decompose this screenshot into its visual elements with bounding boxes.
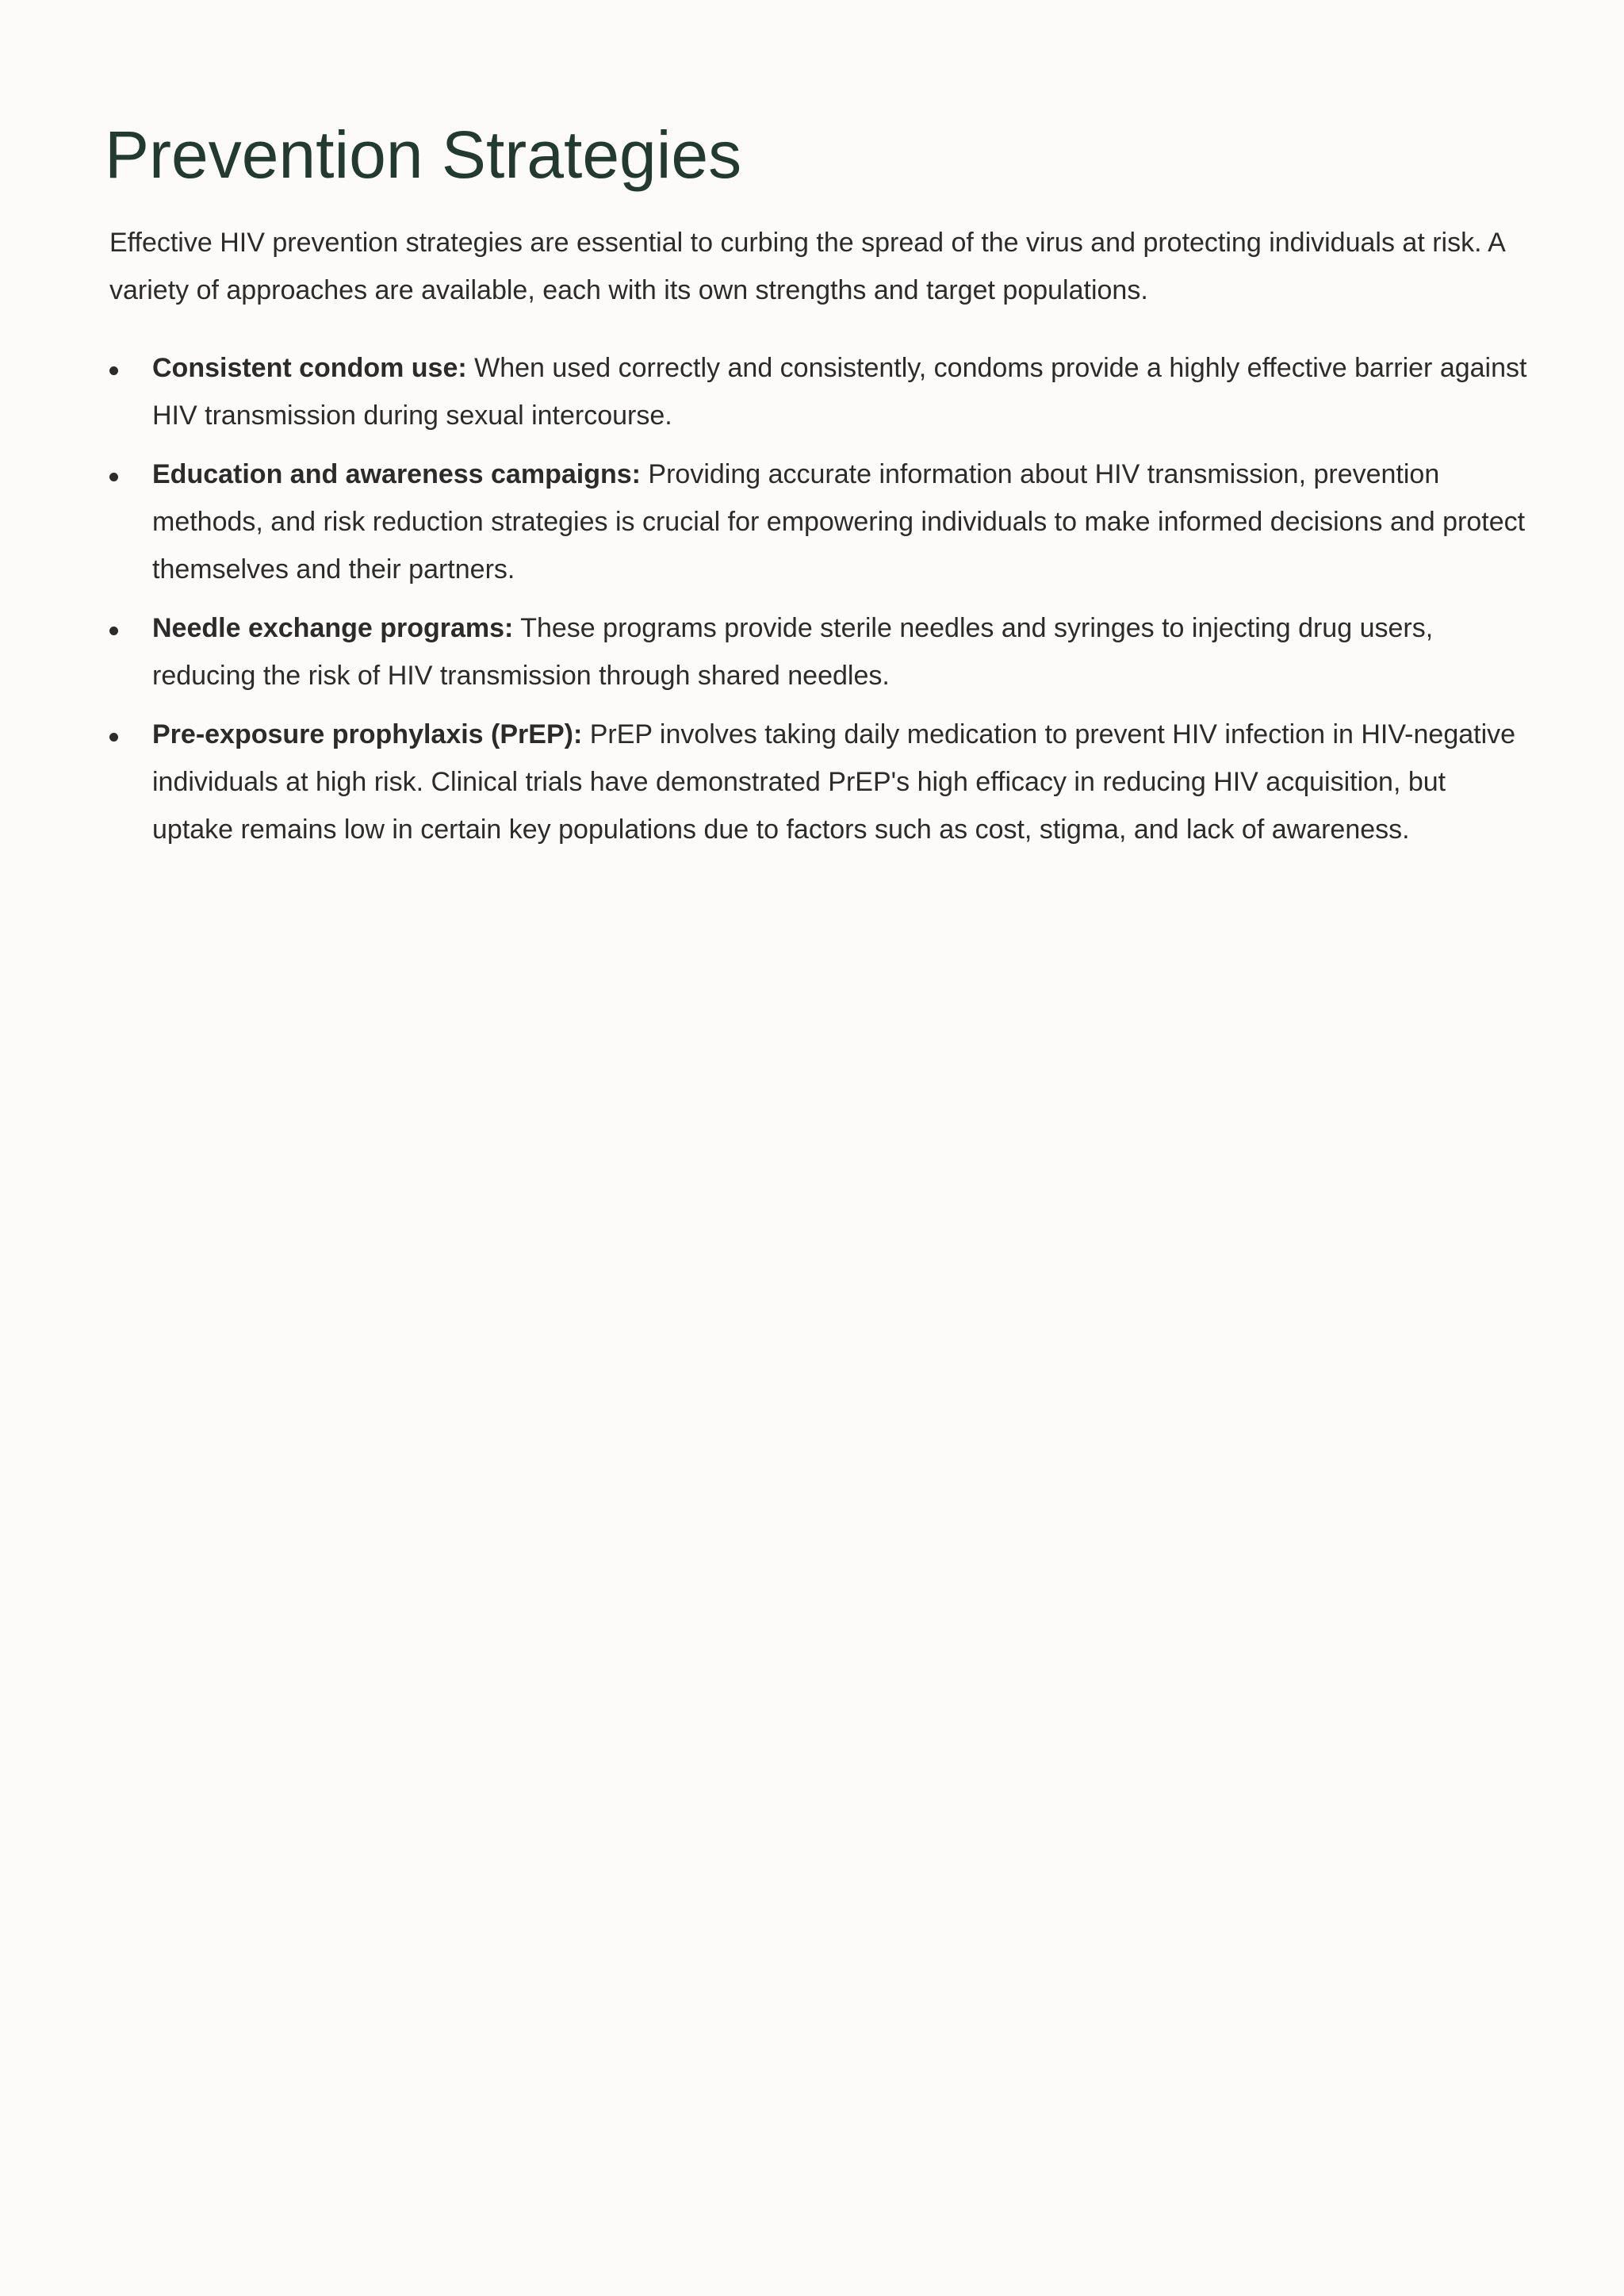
list-item — [109, 344, 1529, 439]
bullet-icon — [109, 627, 118, 635]
intro-paragraph: Effective HIV prevention strategies are essential to curbing the spread of the virus and protecting individuals at risk. A variety of approaches are available, each with its own strengths and target populations. — [109, 228, 1504, 305]
strategy-term: Pre-exposure prophylaxis (PrEP): — [152, 719, 583, 749]
bullet-icon — [109, 366, 118, 375]
strategy-list — [109, 344, 1529, 853]
list-item — [109, 450, 1529, 593]
bullet-icon — [109, 733, 118, 742]
page-title: Prevention Strategies — [105, 117, 742, 192]
bullet-icon — [109, 473, 118, 481]
strategy-description: PrEP involves taking daily medication to prevent HIV infection in HIV-negative individuals at high risk. Clinical trials have demonstrated PrEP's high efficacy in reducing HIV acquisition, but uptake remains low in certain key populations due to factors such as cost, stigma, and lack of awareness. — [152, 719, 1516, 845]
strategy-description: When used correctly and consistently, condoms provide a highly effective barrier against HIV transmission during sexual intercourse. — [152, 353, 1527, 431]
list-item — [109, 604, 1529, 700]
strategy-description: These programs provide sterile needles and syringes to injecting drug users, reducing the risk of HIV transmission through shared needles. — [152, 613, 1434, 691]
strategy-term: Needle exchange programs: — [152, 613, 514, 643]
strategy-term: Education and awareness campaigns: — [152, 459, 641, 489]
list-item — [109, 711, 1529, 853]
strategy-term: Consistent condom use: — [152, 353, 467, 383]
strategy-description: Providing accurate information about HIV transmission, prevention methods, and risk reduction strategies is crucial for empowering individuals to make informed decisions and protect themselves and their partners. — [152, 459, 1526, 585]
